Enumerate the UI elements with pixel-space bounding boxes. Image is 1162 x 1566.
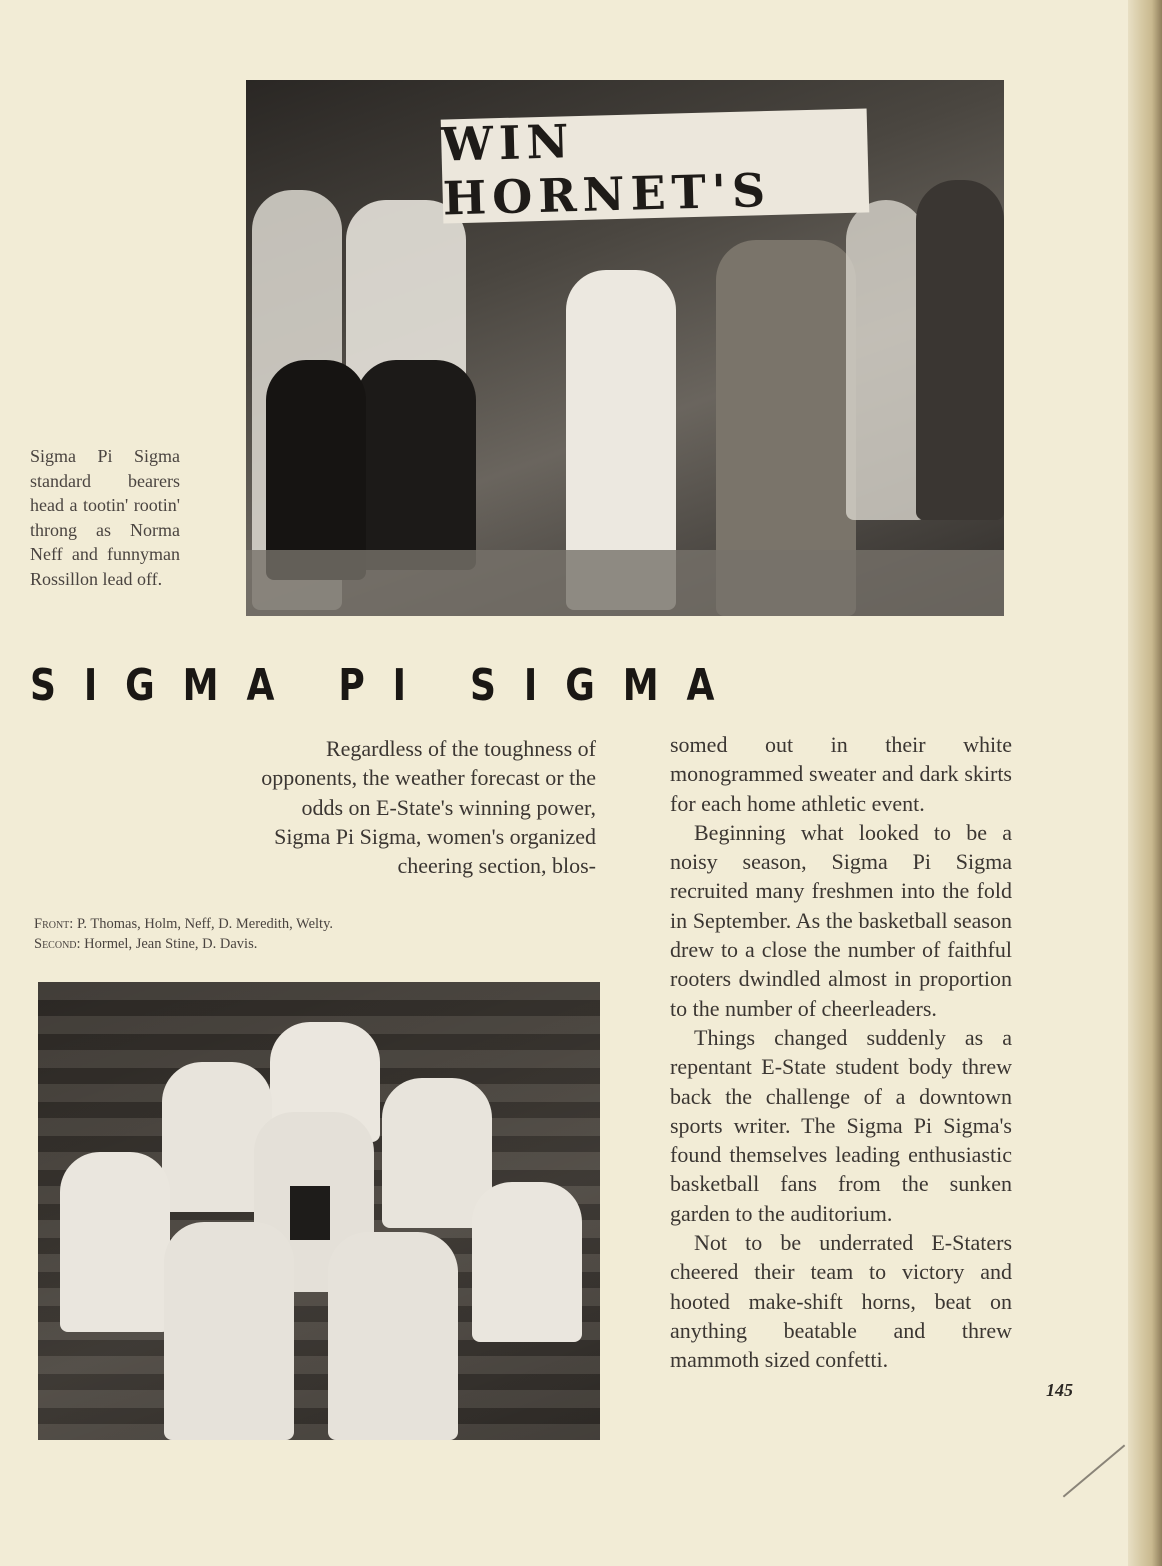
names-second-row [34,934,554,954]
article-column-right [670,730,1012,1375]
cheering-crowd-photo [246,80,1004,616]
title-word-sigma-2: SIGMA [470,660,743,711]
article-paragraph: Beginning what looked to be a noisy season, Sigma Pi Sigma recruited many freshmen into the fold in September. As the basketball season drew to a close the number of faithful rooters dwindled almost in proportion to the number of cheerleaders. [670,819,1012,1021]
corner-mark [1063,1445,1126,1498]
article-column-left: Regardless of the toughness of opponents, the weather forecast or the odds on E-State's winning power, Sigma Pi Sigma, women's organized cheering section, blos- [261,736,596,879]
page-title [30,660,778,711]
page-number: 145 [1046,1380,1073,1400]
group-photo-names [34,914,554,954]
article-paragraph: Things changed suddenly as a repentant E-State student body threw back the challenge of a downtown sports writer. The Sigma Pi Sigma's found themselves leading enthusiastic basketball fans from the sunken garden to the auditorium. [670,1024,1012,1226]
page-edge [1128,0,1162,1566]
second-label: Second: [34,936,81,952]
title-word-pi: PI [338,660,434,711]
win-hornets-banner: WIN HORNET'S [441,108,870,223]
front-names: P. Thomas, Holm, Neff, D. Meredith, Welty. [76,916,334,932]
second-names: Hormel, Jean Stine, D. Davis. [84,936,258,952]
article-paragraph: somed out in their white monogrammed sweater and dark skirts for each home athletic event. [670,732,1012,816]
article-paragraph: Not to be underrated E-Staters cheered their team to victory and hooted make-shift horns, beat on anything beatable and threw mammoth sized confetti. [670,1230,1012,1373]
names-front-row [34,914,554,934]
front-label: Front: [34,916,74,932]
group-photo [38,982,600,1440]
photo-caption: Sigma Pi Sigma standard bearers head a tootin' rootin' throng as Norma Neff and funnyman Rossillon lead off. [30,446,180,589]
title-word-sigma-1: SIGMA [30,660,303,711]
